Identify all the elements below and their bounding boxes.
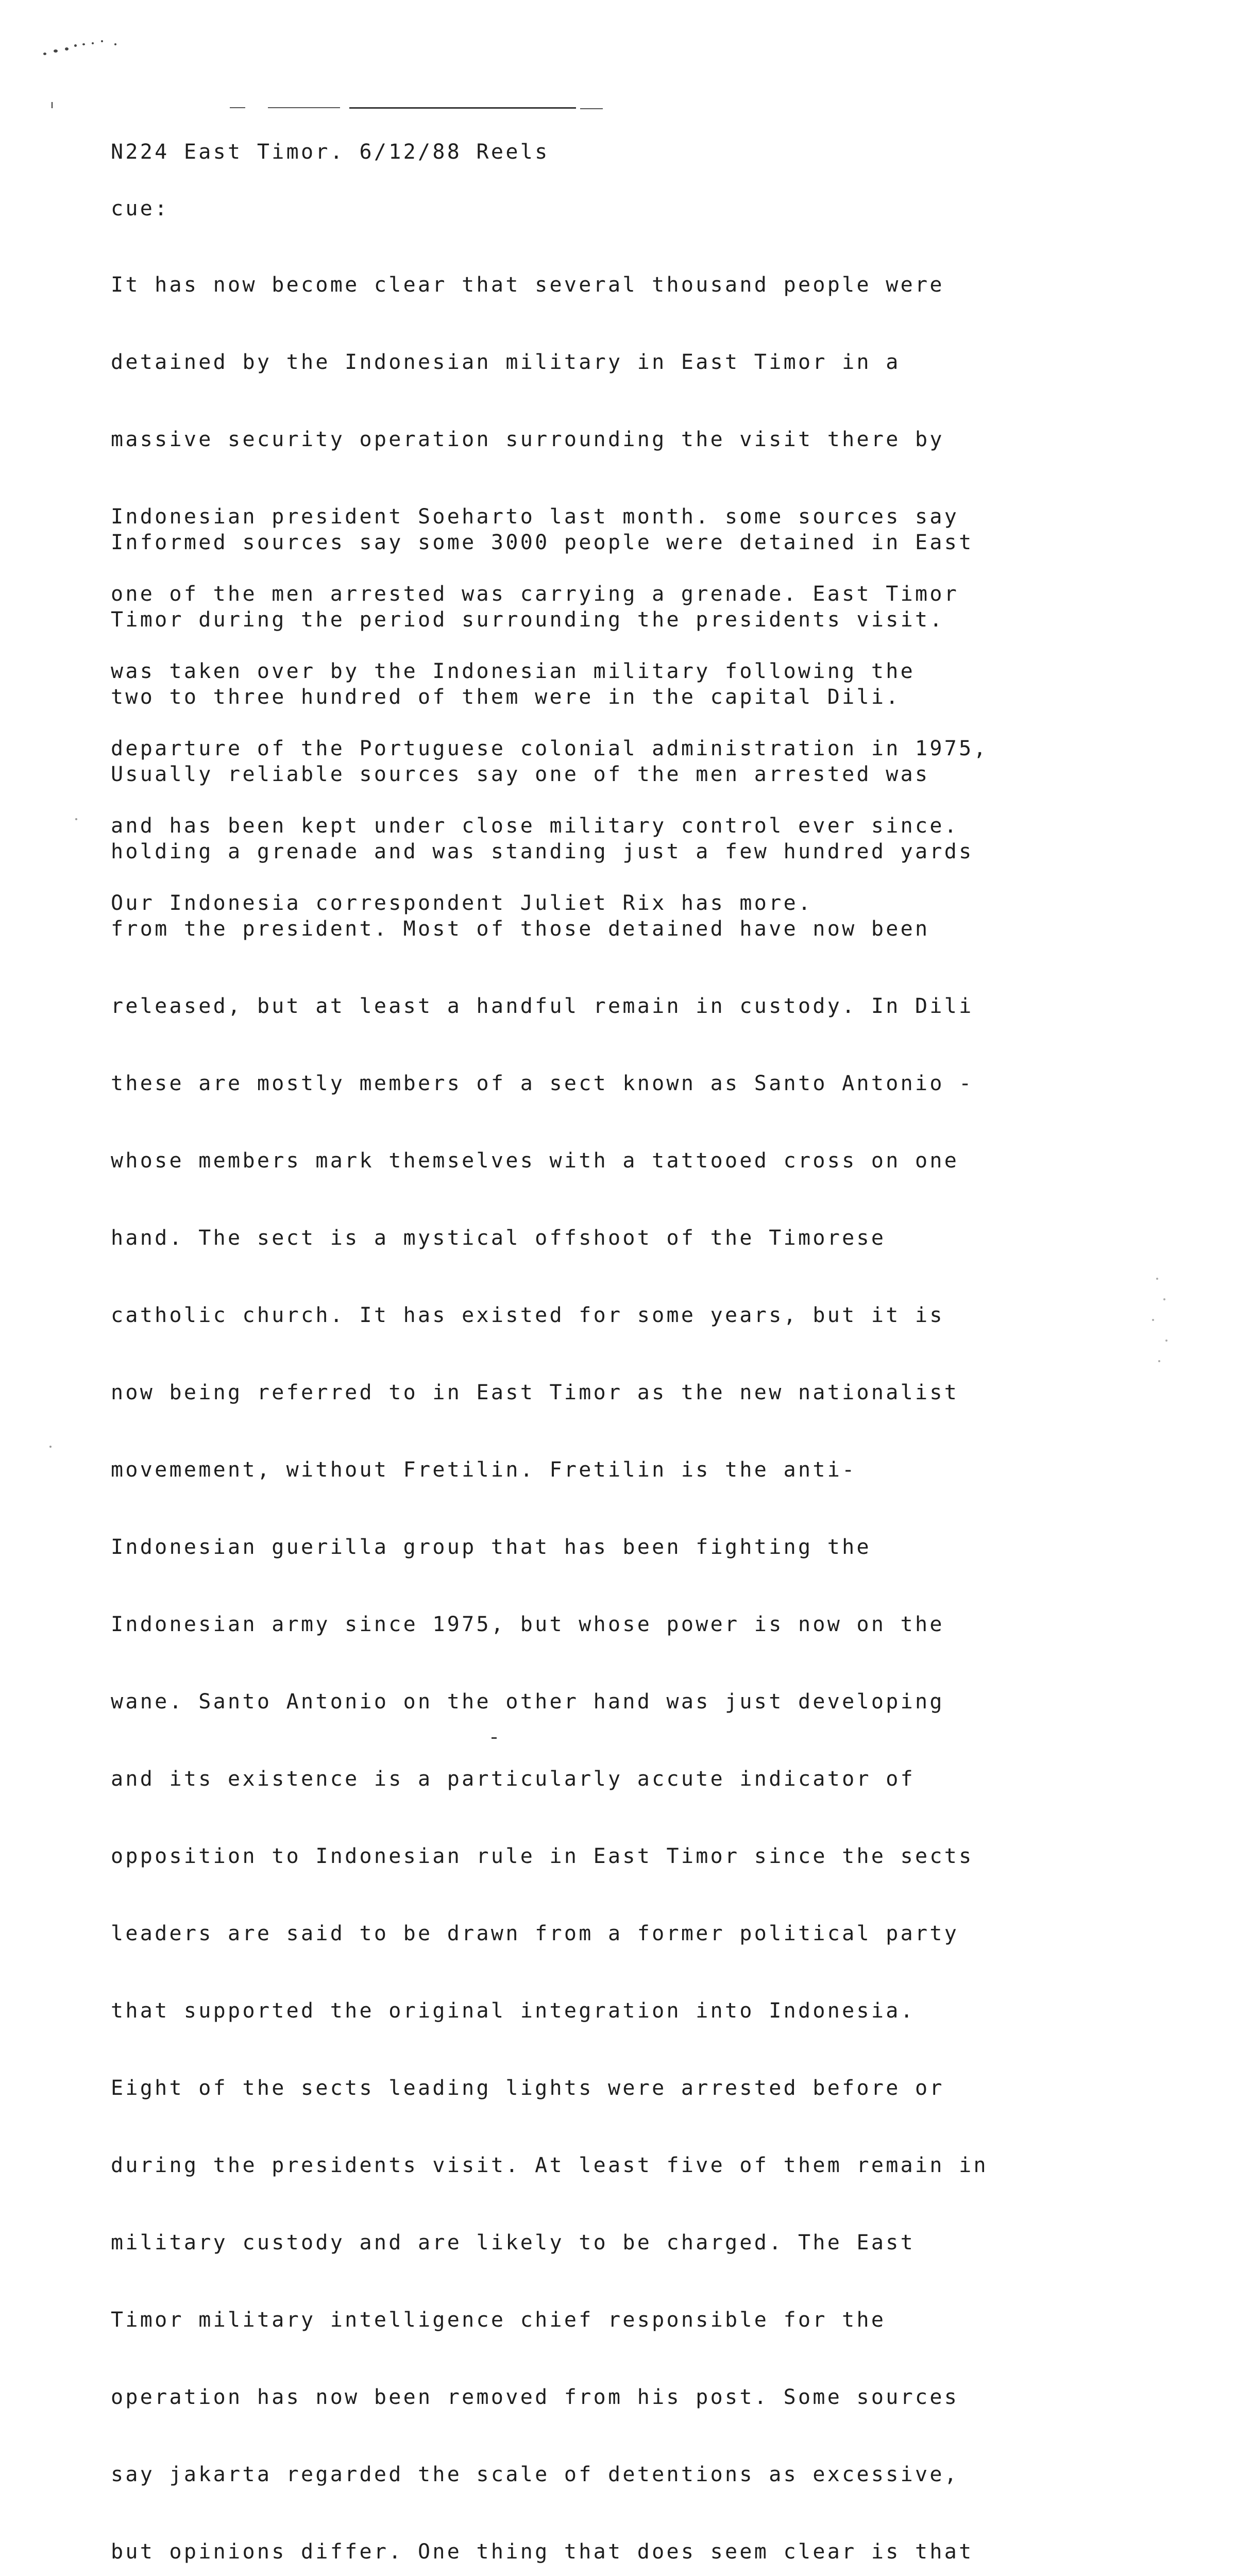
scan-speck [49, 1446, 52, 1448]
scan-speck [101, 40, 103, 42]
text-line: Timor during the period surrounding the presidents visit. [111, 608, 944, 632]
scan-speck [75, 818, 77, 820]
text-line: detained by the Indonesian military in East Timor in a [111, 350, 901, 374]
text-line: Indonesian president Soeharto last month. some sources say [111, 505, 959, 529]
scan-speck [114, 43, 116, 45]
scan-speck [54, 49, 58, 53]
text-line: Usually reliable sources say one of the men arrested was [111, 762, 930, 786]
text-line: say jakarta regarded the scale of detentions as excessive, [111, 2463, 959, 2486]
text-line: from the president. Most of those detained have now been [111, 917, 930, 941]
text-line: opposition to Indonesian rule in East Timor since the sects [111, 1844, 974, 1868]
scan-speck [1156, 1278, 1158, 1280]
text-line: movemement, without Fretilin. Fretilin is the anti- [111, 1458, 857, 1482]
scan-mark [52, 102, 53, 108]
text-line: holding a grenade and was standing just a few hundred yards [111, 840, 974, 863]
text-line: but opinions differ. One thing that does seem clear is that [111, 2540, 974, 2564]
text-line: Timor military intelligence chief responsible for the [111, 2308, 886, 2332]
text-line: Indonesian army since 1975, but whose power is now on the [111, 1613, 944, 1636]
text-line: departure of the Portuguese colonial administration in 1975, [111, 737, 988, 760]
scan-speck [82, 43, 85, 45]
scan-speck [65, 47, 69, 50]
scan-speck [92, 42, 94, 44]
torn-rule [230, 107, 245, 108]
text-line: two to three hundred of them were in the capital Dili. [111, 685, 901, 709]
text-line: Indonesian guerilla group that has been fighting the [111, 1535, 871, 1559]
text-line: that supported the original integration into Indonesia. [111, 1999, 916, 2023]
report-paragraph [111, 478, 988, 2576]
cue-label: cue: [111, 197, 170, 221]
text-line: Informed sources say some 3000 people were detained in East [111, 531, 974, 554]
scan-speck [1158, 1360, 1160, 1362]
text-line: whose members mark themselves with a tattooed cross on one [111, 1149, 959, 1173]
torn-rule [268, 107, 340, 108]
text-line: released, but at least a handful remain in custody. In Dili [111, 994, 974, 1018]
text-line: military custody and are likely to be charged. The East [111, 2231, 916, 2255]
text-line: now being referred to in East Timor as the new nationalist [111, 1381, 959, 1404]
text-line: massive security operation surrounding the visit there by [111, 428, 944, 451]
text-line: wane. Santo Antonio on the other hand was just developing [111, 1690, 944, 1714]
text-line: one of the men arrested was carrying a grenade. East Timor [111, 582, 959, 606]
torn-rule [349, 107, 576, 109]
scan-speck [74, 44, 77, 47]
text-line: It has now become clear that several thousand people were [111, 273, 944, 297]
scan-speck [1152, 1319, 1154, 1321]
text-line: operation has now been removed from his post. Some sources [111, 2385, 959, 2409]
text-line: Our Indonesia correspondent Juliet Rix has more. [111, 891, 813, 915]
torn-rule [580, 108, 603, 109]
document-title: N224 East Timor. 6/12/88 Reels [111, 140, 550, 164]
scan-speck [43, 53, 46, 55]
text-line: catholic church. It has existed for some years, but it is [111, 1303, 944, 1327]
text-line: was taken over by the Indonesian military following the [111, 659, 916, 683]
text-line: and has been kept under close military control ever since. [111, 814, 959, 838]
text-line: leaders are said to be drawn from a former political party [111, 1922, 959, 1945]
scan-speck [1165, 1340, 1167, 1342]
scan-speck [1163, 1298, 1165, 1300]
text-line: and its existence is a particularly accute indicator of [111, 1767, 916, 1791]
text-line: Eight of the sects leading lights were arrested before or [111, 2076, 944, 2100]
text-line: these are mostly members of a sect known as Santo Antonio - [111, 1072, 974, 1095]
text-line: during the presidents visit. At least five of them remain in [111, 2154, 988, 2177]
text-line: hand. The sect is a mystical offshoot of the Timorese [111, 1226, 886, 1250]
